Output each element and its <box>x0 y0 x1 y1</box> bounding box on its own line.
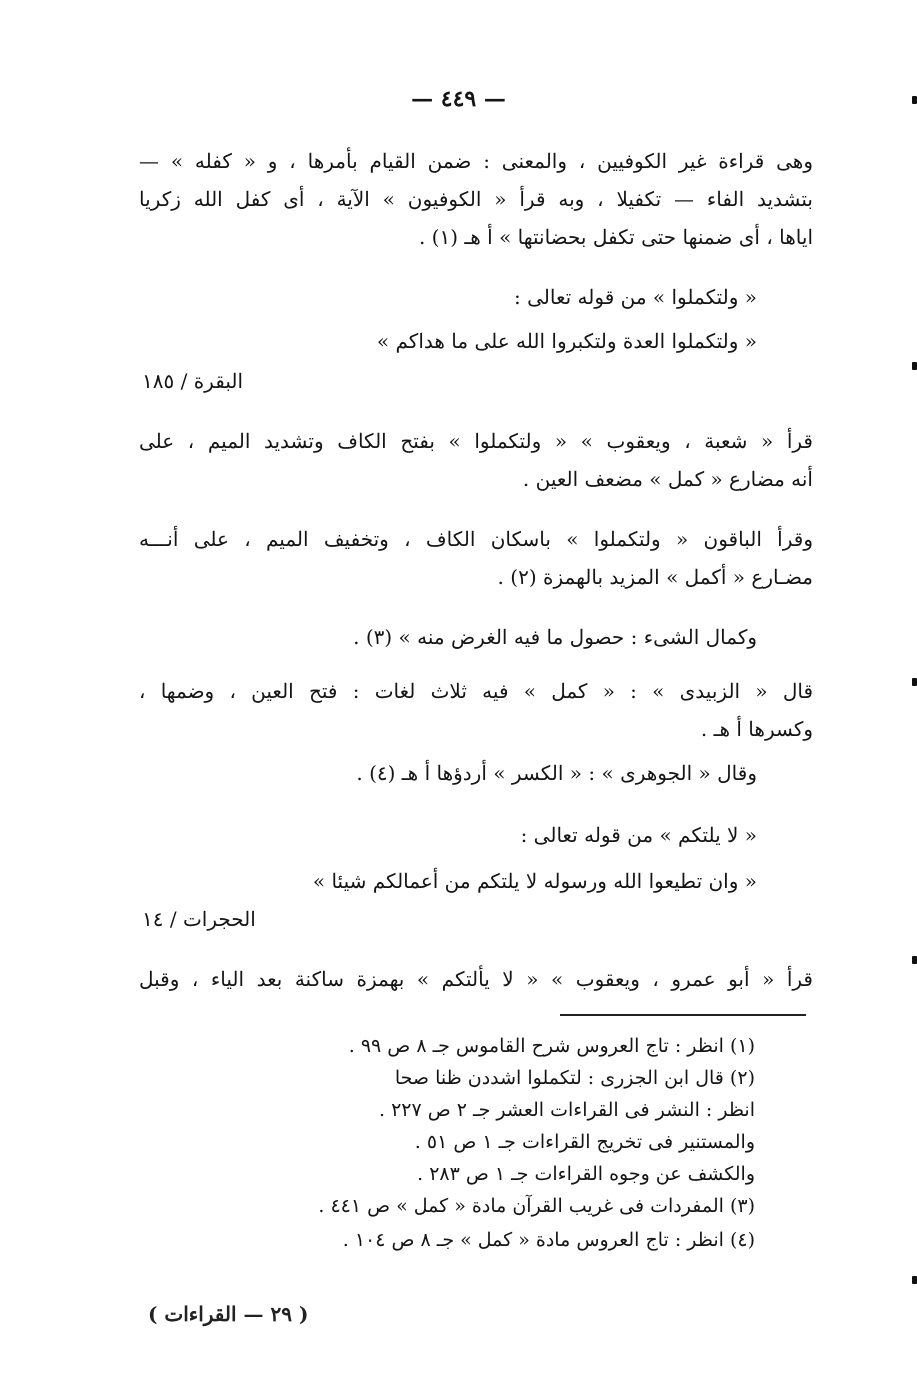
edge-mark <box>912 362 917 370</box>
signature-line: ( ٢٩ — القراءات ) <box>148 1302 309 1326</box>
edge-mark <box>912 1276 917 1284</box>
footnote-2-continuation-c: والكشف عن وجوه القراءات جـ ١ ص ٢٨٣ . <box>417 1163 755 1185</box>
paragraph-3-line-2: مضـارع « أكمل » المزيد بالهمزة (٢) . <box>497 565 813 589</box>
footnote-3: (٣) المفردات فى غريب القرآن مادة « كمل » ص ٤٤١ . <box>318 1195 755 1217</box>
paragraph-3-line-1: وقرأ الباقون « ولتكملوا » باسكان الكاف ، وتخفيف الميم ، على أنـــه <box>139 527 813 551</box>
edge-mark <box>912 96 917 104</box>
verse-reference-1: البقرة / ١٨٥ <box>142 369 244 393</box>
edge-mark <box>912 678 917 686</box>
paragraph-2-line-1: قرأ « شعبة ، ويعقوب » « ولتكملوا » بفتح الكاف وتشديد الميم ، على <box>139 429 813 453</box>
edge-mark <box>912 956 917 964</box>
quran-verse-1: « ولتكملوا العدة ولتكبروا الله على ما هداكم » <box>376 329 757 353</box>
footnote-2-continuation-b: والمستنير فى تخريج القراءات جـ ١ ص ٥١ . <box>414 1131 755 1153</box>
footnote-divider <box>560 1014 806 1016</box>
word-heading-1: « ولتكملوا » من قوله تعالى : <box>514 285 757 309</box>
word-heading-2: « لا يلتكم » من قوله تعالى : <box>520 823 757 847</box>
footnote-2: (٢) قال ابن الجزرى : لتكملوا اشددن ظنا صحا <box>394 1067 755 1089</box>
footnote-4: (٤) انظر : تاج العروس مادة « كمل » جـ ٨ ص ١٠٤ . <box>342 1229 755 1251</box>
paragraph-7: قرأ « أبو عمرو ، ويعقوب » « لا يألتكم » بهمزة ساكنة بعد الياء ، وقبل <box>139 967 813 991</box>
footnote-1: (١) انظر : تاج العروس شرح القاموس جـ ٨ ص ٩٩ . <box>348 1035 755 1057</box>
page-number: — ٤٤٩ — <box>411 86 506 112</box>
paragraph-4: وكمال الشىء : حصول ما فيه الغرض منه » (٣) . <box>353 625 757 649</box>
paragraph-6: وقال « الجوهرى » : « الكسر » أردؤها أ هـ (٤) . <box>356 761 757 785</box>
paragraph-2-line-2: أنه مضارع « كمل » مضعف العين . <box>522 467 813 491</box>
quran-verse-2: « وان تطيعوا الله ورسوله لا يلتكم من أعمالكم شيئا » <box>312 869 757 893</box>
paragraph-1-line-3: اياها ، أى ضمنها حتى تكفل بحضانتها » أ هـ (١) . <box>418 225 813 249</box>
footnote-2-continuation-a: انظر : النشر فى القراءات العشر جـ ٢ ص ٢٢٧ . <box>379 1099 755 1121</box>
paragraph-1-line-2: بتشديد الفاء — تكفيلا ، وبه قرأ « الكوفيون » الآية ، أى كفل الله زكريا <box>139 187 813 211</box>
verse-reference-2: الحجرات / ١٤ <box>142 907 256 931</box>
paragraph-5-line-1: قال « الزبيدى » : « كمل » فيه ثلاث لغات : فتح العين ، وضمها ، <box>139 679 813 703</box>
paragraph-1-line-1: وهى قراءة غير الكوفيين ، والمعنى : ضمن القيام بأمرها ، و « كفله » — <box>139 149 813 173</box>
paragraph-5-line-2: وكسرها أ هـ . <box>700 717 813 741</box>
